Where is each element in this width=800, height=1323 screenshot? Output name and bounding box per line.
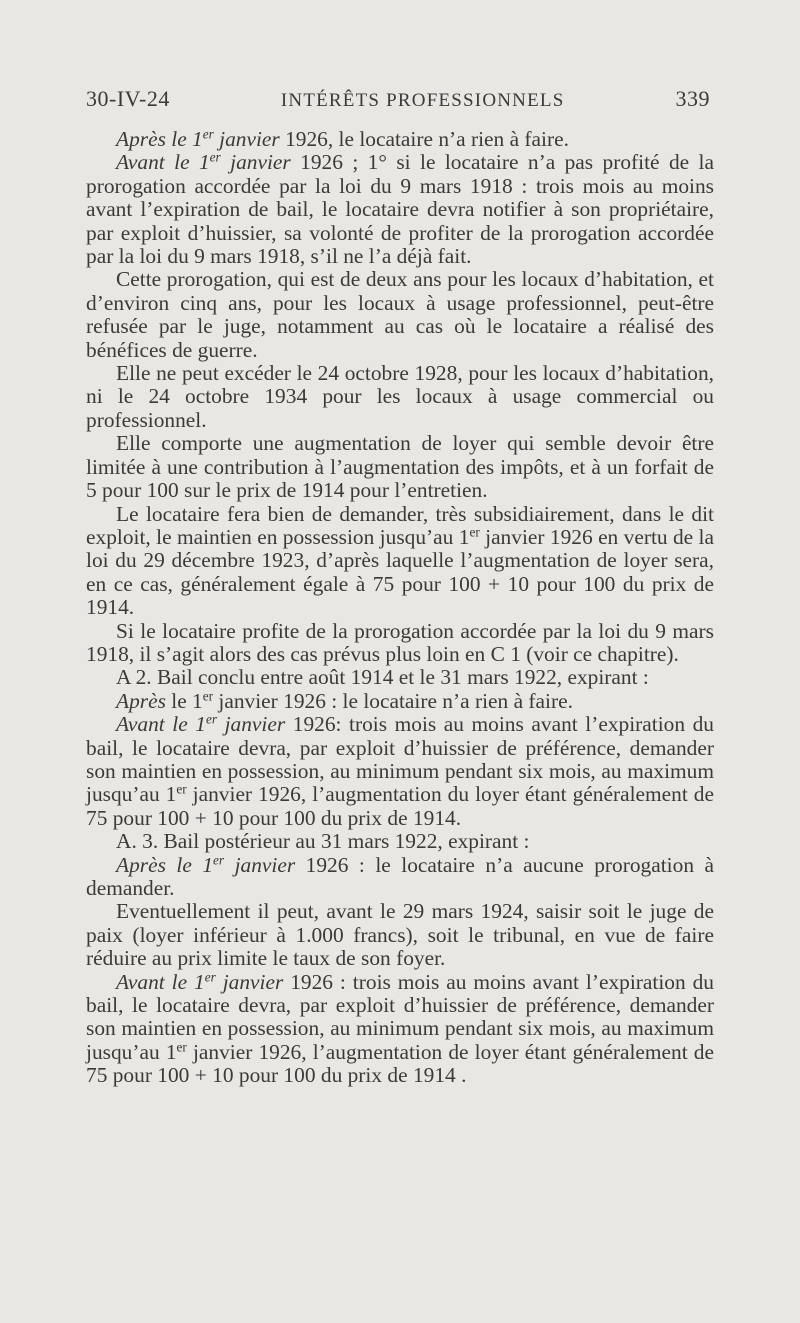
paragraph: Eventuellement il peut, avant le 29 mars 1924, saisir soit le juge de paix (loyer inférieur à 1.000 francs), soit le tribunal, en vue de faire réduire au prix limite le taux de son foyer.	[86, 899, 714, 971]
page-number: 339	[675, 86, 710, 111]
paragraph: A. 3. Bail postérieur au 31 mars 1922, expirant :	[116, 829, 530, 854]
paragraph: Elle comporte une augmentation de loyer qui semble devoir être limitée à une contribution à l’augmentation des impôts, et à un forfait de 5 pour 100 sur le prix de 1914 pour l’entretien.	[86, 431, 714, 503]
header-title: INTÉRÊTS PROFESSIONNELS	[280, 90, 565, 111]
paragraph: Avant le 1er janvier 1926 ; 1° si le locataire n’a pas profité de la prorogation accordée par la loi du 9 mars 1918 : trois mois au moins avant l’expiration de bail, le locataire devra notifier à son propriétaire, par exploit d’huissier, sa volonté de profiter de la prorogation accordée par la loi du 9 mars 1918, s’il ne l’a déjà fait.	[86, 150, 714, 269]
paragraph: Cette prorogation, qui est de deux ans pour les locaux d’habitation, et d’environ cinq ans, pour les locaux à usage professionnel, peut-être refusée par le juge, notamment au cas où le locataire a réalisé des bénéfices de guerre.	[86, 267, 714, 362]
running-header	[86, 86, 710, 112]
paragraph: Après le 1er janvier 1926 : le locataire n’a aucune prorogation à demander.	[86, 852, 714, 900]
paragraph: Si le locataire profite de la prorogation accordée par la loi du 9 mars 1918, il s’agit alors des cas prévus plus loin en C 1 (voir ce chapitre).	[86, 618, 714, 666]
paragraph: Après le 1er janvier 1926, le locataire n’a rien à faire.	[116, 126, 569, 151]
header-date: 30-IV-24	[86, 86, 170, 111]
body-text	[86, 128, 714, 1088]
paragraph: Elle ne peut excéder le 24 octobre 1928, pour les locaux d’habitation, ni le 24 octobre 1934 pour les locaux à usage commercial ou professionnel.	[86, 361, 714, 432]
paragraph: Avant le 1er janvier 1926 : trois mois au moins avant l’expiration du bail, le locataire devra, par exploit d’huissier de préférence, demander son maintien en possession, au minimum pendant six mois, au maximum jusqu’au 1er janvier 1926, l’augmentation de loyer étant généralement de 75 pour 100 + 10 pour 100 du prix de 1914 .	[86, 969, 714, 1088]
paragraph: A 2. Bail conclu entre août 1914 et le 31 mars 1922, expirant :	[116, 665, 649, 690]
paragraph: Avant le 1er janvier 1926: trois mois au moins avant l’expiration du bail, le locataire devra, par exploit d’huissier de préférence, demander son maintien en possession, au minimum pendant six mois, au maximum jusqu’au 1er janvier 1926, l’augmentation du loyer étant généralement de 75 pour 100 + 10 pour 100 du prix de 1914.	[86, 711, 715, 830]
paragraph: Après le 1er janvier 1926 : le locataire n’a rien à faire.	[116, 688, 573, 713]
paragraph: Le locataire fera bien de demander, très subsidiairement, dans le dit exploit, le maintien en possession jusqu’au 1er janvier 1926 en vertu de la loi du 29 décembre 1923, d’après laquelle l’augmentation de loyer sera, en ce cas, généralement égale à 75 pour 100 + 10 pour 100 du prix de 1914.	[86, 501, 714, 620]
